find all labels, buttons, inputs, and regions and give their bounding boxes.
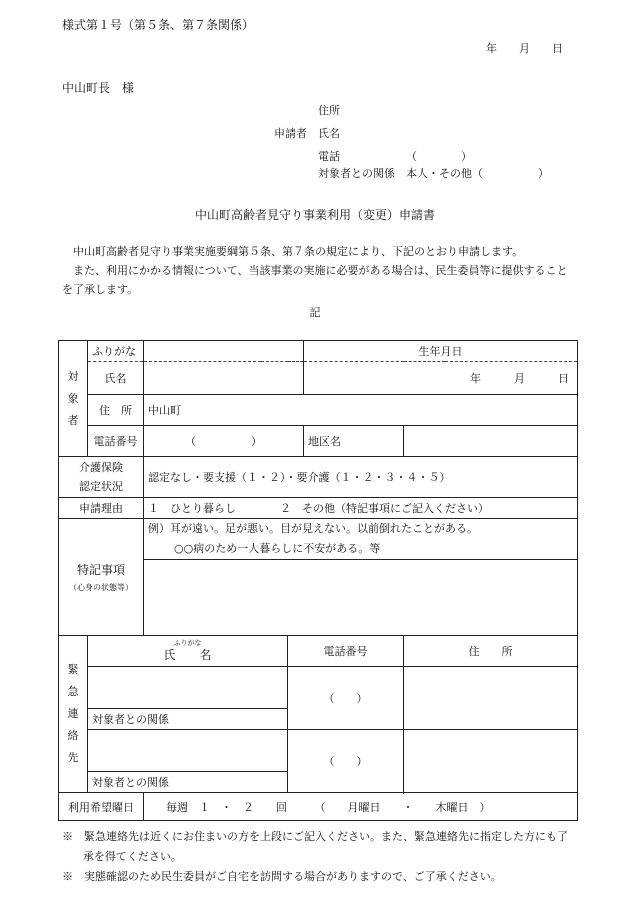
district-label: 地区名 — [304, 426, 404, 457]
weekday-value[interactable]: 毎週 １ ・ ２ 回 （ 月曜日 ・ 木曜日 ） — [144, 793, 578, 821]
applicant-phone-parens: （ ） — [406, 150, 472, 163]
em-address-header: 住 所 — [404, 636, 578, 667]
special-example-line-1: 例）耳が遠い。足が悪い。目が見えない。以前倒れたことがある。 — [148, 522, 478, 535]
birthdate-label: 生年月日 — [304, 341, 578, 362]
notes — [62, 827, 574, 887]
body-paragraph-2: また、利用にかかる情報について、当該事業の実施に必要がある場合は、民生委員等に提供することを了承します。 — [62, 264, 568, 296]
date-line: 年 月 日 — [486, 42, 563, 55]
name-label: 氏名 — [88, 362, 144, 395]
note-1: ※ 緊急連絡先は近くにお住まいの方を上段にご記入ください。また、緊急連絡先に指定した方にも了承を得てください。 — [62, 830, 568, 863]
em-name-input-1[interactable] — [88, 667, 288, 709]
address-label: 住 所 — [88, 395, 144, 426]
special-notes-example[interactable] — [144, 519, 578, 560]
addressee: 中山町長 様 — [62, 81, 135, 95]
special-notes-input[interactable] — [144, 560, 578, 636]
district-input[interactable] — [404, 426, 578, 457]
subject-label: 対 象 者 — [59, 341, 88, 457]
application-table — [58, 340, 578, 821]
phone-label: 電話番号 — [88, 426, 144, 457]
em-address-input-2[interactable] — [404, 730, 578, 793]
em-relation-label-1[interactable]: 対象者との関係 — [88, 709, 288, 730]
special-notes-label — [59, 519, 144, 636]
reason-label: 申請理由 — [59, 498, 144, 519]
em-relation-label-2[interactable]: 対象者との関係 — [88, 772, 288, 793]
em-phone-input-1[interactable]: （ ） — [288, 667, 404, 730]
em-name-input-2[interactable] — [88, 730, 288, 772]
applicant-address-label: 住所 — [318, 104, 340, 117]
care-insurance-label — [59, 457, 144, 498]
em-name-header — [88, 636, 288, 667]
em-address-input-1[interactable] — [404, 667, 578, 730]
care-status-value[interactable]: 認定なし・要支援（１・２）・要介護（１・２・３・４・５） — [144, 457, 578, 498]
special-label-text: 特記事項 — [76, 563, 125, 577]
care-label-line-2: 認定状況 — [79, 480, 123, 493]
furigana-label: ふりがな — [88, 341, 144, 362]
em-name-header-text: 氏 名 — [163, 647, 212, 662]
note-2: ※ 実態確認のため民生委員がご自宅を訪問する場合がありますので、ご了承ください。 — [62, 870, 502, 883]
reason-value[interactable]: １ ひとり暮らし ２ その他（特記事項にご記入ください） — [144, 498, 578, 519]
form-number: 様式第１号（第５条、第７条関係） — [62, 18, 255, 32]
document-title: 中山町高齢者見守り事業利用（変更）申請書 — [194, 208, 435, 222]
em-phone-header: 電話番号 — [288, 636, 404, 667]
name-input[interactable] — [144, 362, 304, 395]
applicant-label: 申請者 — [274, 127, 307, 140]
ki-label: 記 — [309, 306, 321, 319]
special-example-line-2: ○○病のため一人暮らしに不安がある。等 — [174, 542, 381, 555]
phone-value[interactable]: （ ） — [144, 426, 304, 457]
applicant-relation: 対象者との関係 本人・その他（ ） — [318, 167, 549, 180]
body-paragraph-1: 中山町高齢者見守り事業実施要綱第５条、第７条の規定により、下記のとおり申請します。 — [73, 245, 524, 258]
birthdate-value[interactable]: 年 月 日 — [304, 362, 578, 395]
address-value[interactable]: 中山町 — [144, 395, 578, 426]
em-phone-input-2[interactable]: （ ） — [288, 730, 404, 793]
emergency-contact-label: 緊 急 連 絡 先 — [59, 636, 88, 793]
special-sublabel: （心身の状態等） — [69, 583, 133, 592]
furigana-input[interactable] — [144, 341, 304, 362]
applicant-phone-label: 電話 — [318, 150, 340, 163]
body-text — [62, 242, 574, 299]
care-label-line-1: 介護保険 — [79, 461, 123, 474]
weekday-label: 利用希望曜日 — [59, 793, 144, 821]
em-furigana: ふりがな — [173, 639, 202, 647]
applicant-name-label: 氏名 — [318, 127, 340, 140]
